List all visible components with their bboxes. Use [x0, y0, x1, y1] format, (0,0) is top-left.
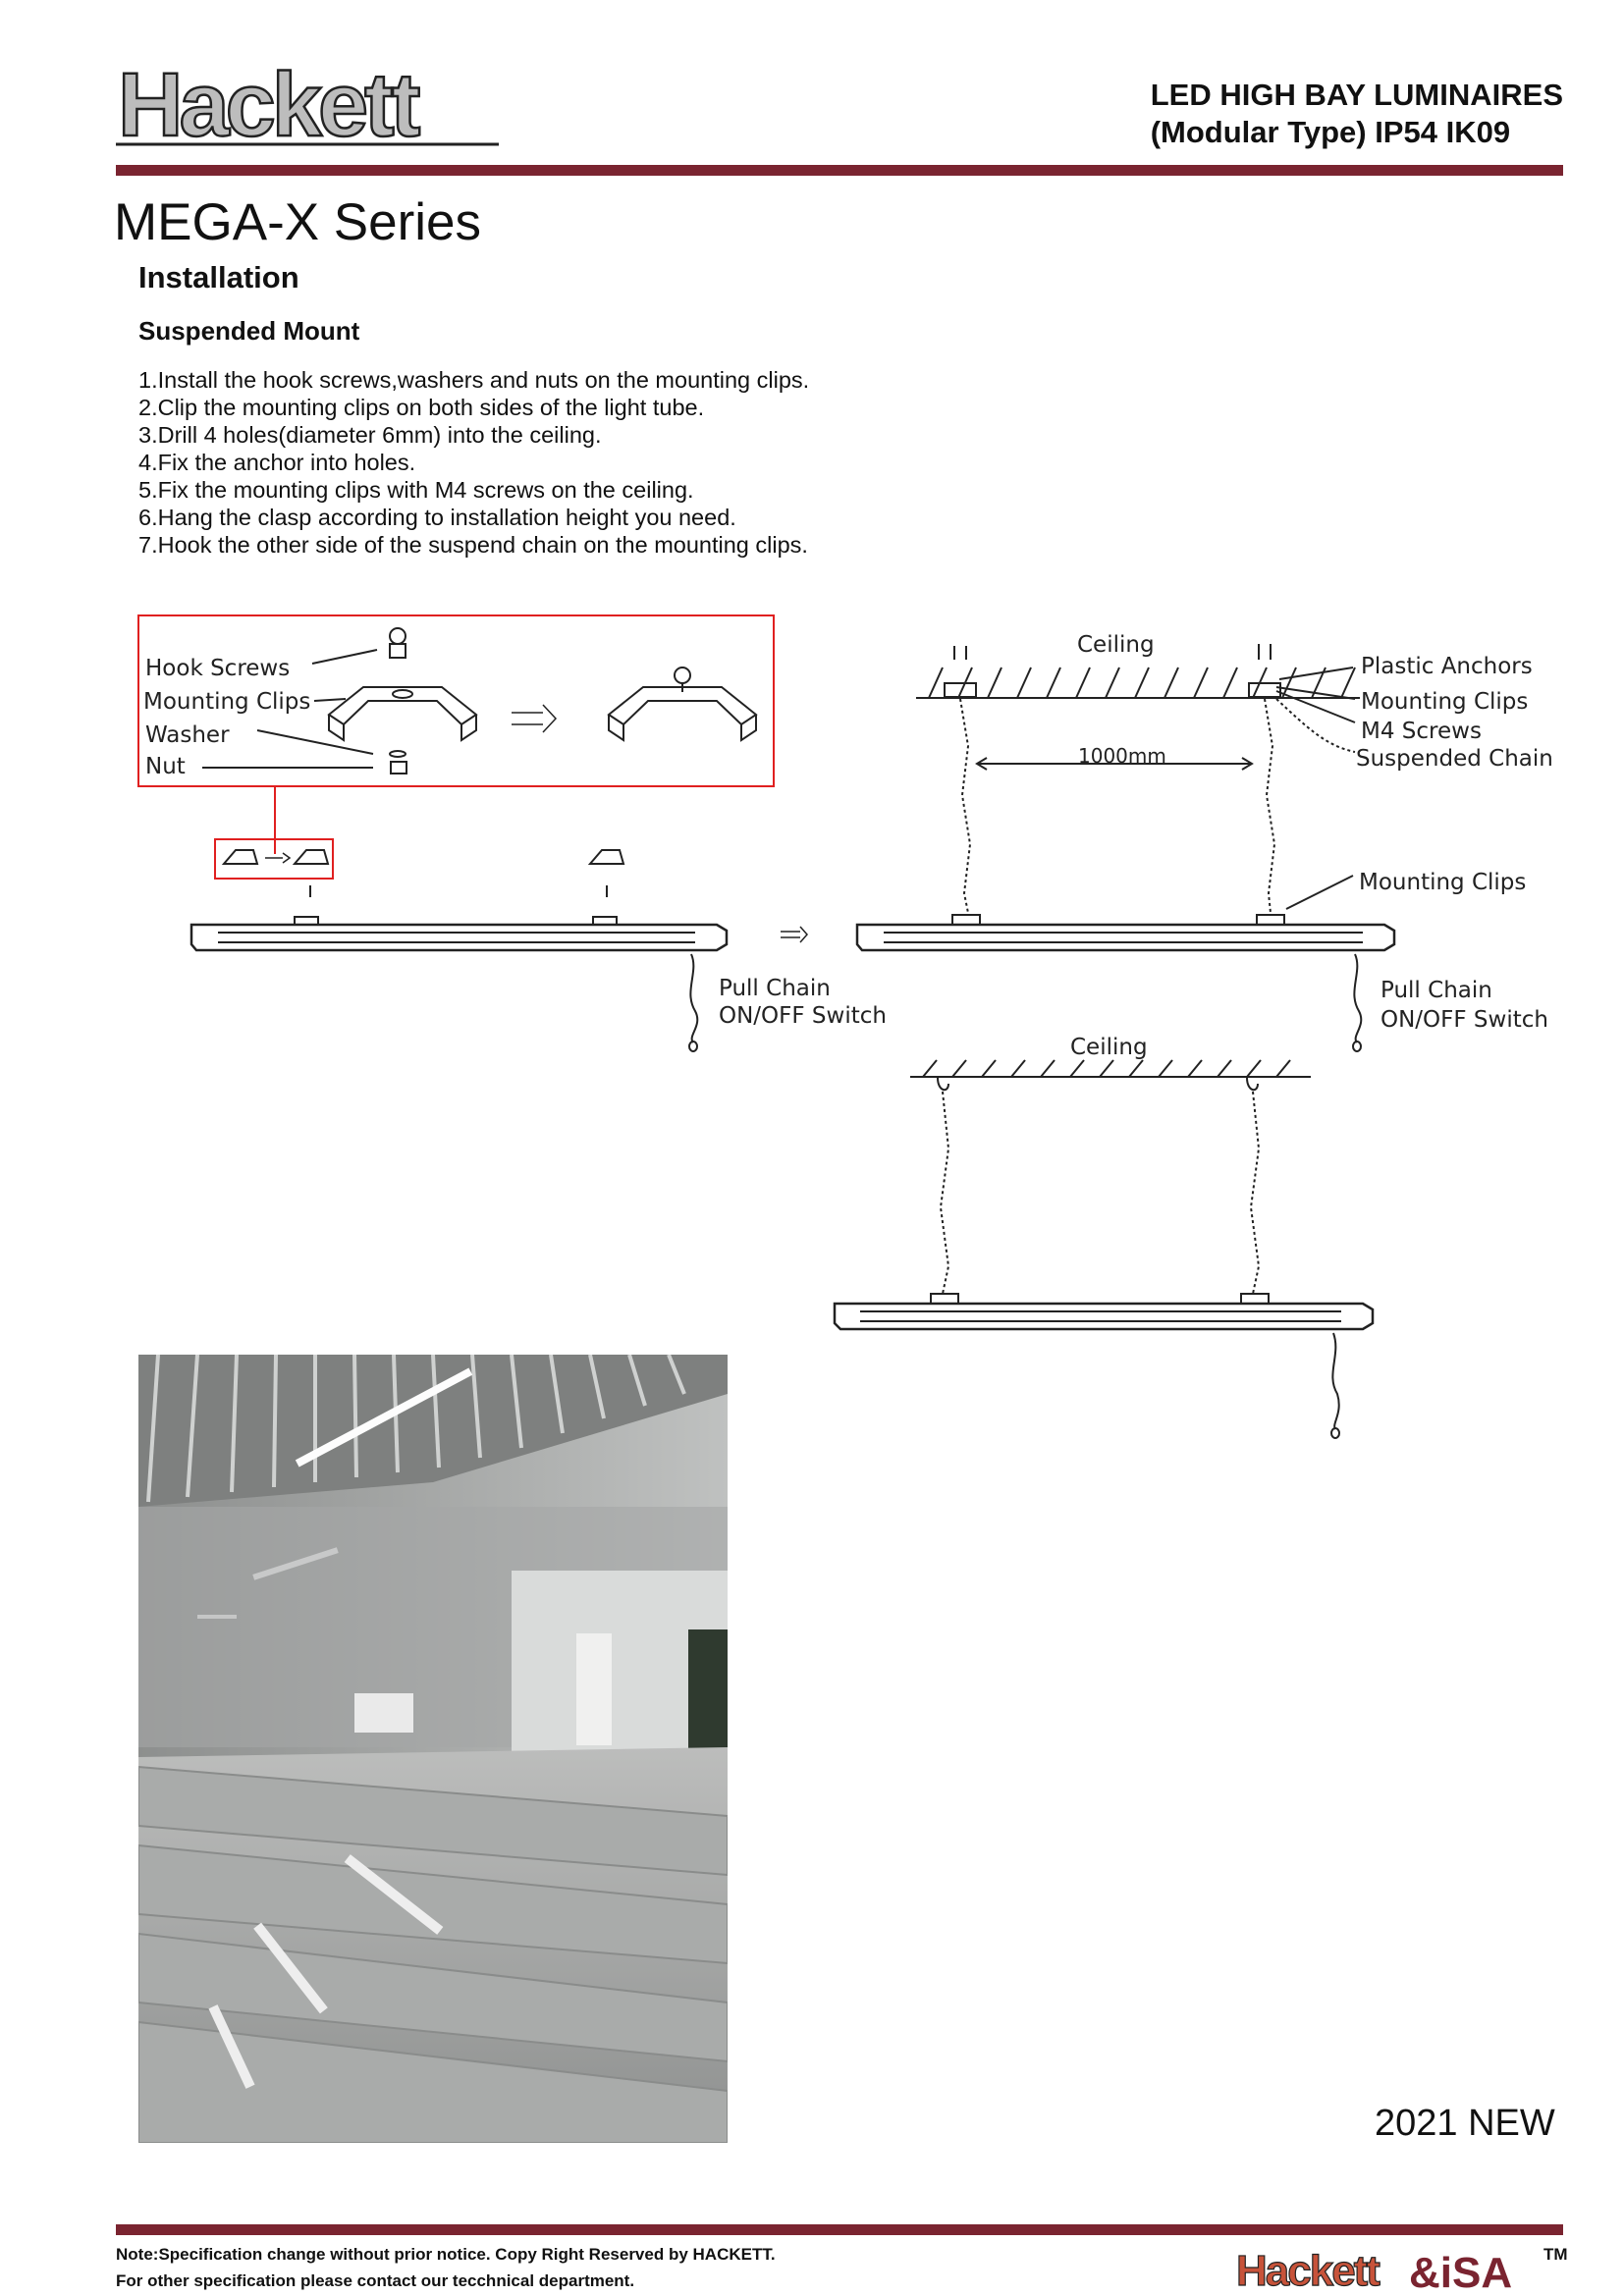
footer-hackett-isa-logo	[1234, 2248, 1529, 2293]
footer-note-line-2: For other specification please contact our tecchnical department.	[116, 2271, 635, 2290]
label-pull-chain-2: Pull Chain	[1380, 978, 1492, 1003]
footer-note	[116, 2241, 776, 2294]
label-mounting-clips: Mounting Clips	[143, 689, 311, 715]
label-mounting-clips-2: Mounting Clips	[1361, 689, 1529, 715]
header-line-2: (Modular Type) IP54 IK09	[1150, 115, 1511, 149]
light-tube-3	[835, 1294, 1373, 1438]
step-item: 6.Hang the clasp according to installation height you need.	[138, 505, 736, 530]
ceiling-hatch-1	[929, 667, 1355, 698]
right-arrow-icon	[512, 705, 556, 732]
subsection-title: Suspended Mount	[138, 316, 360, 346]
footer-note-line-1: Note:Specification change without prior notice. Copy Right Reserved by HACKETT.	[116, 2245, 776, 2264]
step-item: 4.Fix the anchor into holes.	[138, 450, 416, 475]
hook-screw-icon	[390, 628, 406, 658]
label-plastic-anchors: Plastic Anchors	[1361, 654, 1533, 679]
svg-text:Hackett: Hackett	[1236, 2248, 1379, 2293]
label-m4-screws: M4 Screws	[1361, 719, 1482, 744]
step-item: 5.Fix the mounting clips with M4 screws on the ceiling.	[138, 477, 694, 503]
mounting-clip-icon	[329, 687, 476, 740]
label-hook-screws: Hook Screws	[145, 656, 291, 681]
label-ceiling-2: Ceiling	[1070, 1035, 1148, 1060]
label-mounting-clips-3: Mounting Clips	[1359, 870, 1527, 895]
header-line-1: LED HIGH BAY LUMINAIRES	[1150, 78, 1563, 112]
right-arrow-icon	[265, 853, 290, 863]
installation-photo	[138, 1355, 728, 2143]
nut-icon	[391, 762, 406, 774]
right-arrow-icon	[781, 927, 807, 942]
washer-icon	[390, 751, 406, 757]
label-ceiling-1: Ceiling	[1077, 632, 1155, 658]
assembled-clip-icon	[609, 667, 756, 740]
label-nut: Nut	[145, 754, 186, 779]
svg-text:Hackett: Hackett	[118, 57, 417, 151]
trademark-symbol: TM	[1543, 2245, 1568, 2264]
step-item: 7.Hook the other side of the suspend chain on the mounting clips.	[138, 532, 808, 558]
label-onoff-switch-1: ON/OFF Switch	[719, 1003, 887, 1029]
footer-divider	[116, 2224, 1563, 2235]
step-item: 3.Drill 4 holes(diameter 6mm) into the ceiling.	[138, 422, 602, 448]
step-item: 1.Install the hook screws,washers and nuts on the mounting clips.	[138, 367, 810, 393]
series-title: MEGA-X Series	[114, 193, 482, 251]
ceiling-hatch-2	[923, 1060, 1290, 1077]
year-badge: 2021 NEW	[1375, 2103, 1555, 2144]
label-onoff-switch-2: ON/OFF Switch	[1380, 1007, 1548, 1033]
step-item: 2.Clip the mounting clips on both sides of the light tube.	[138, 395, 705, 420]
label-distance-1000mm: 1000mm	[1078, 744, 1166, 768]
label-washer: Washer	[145, 722, 230, 748]
light-tube-1	[191, 917, 727, 1051]
section-title: Installation	[138, 260, 299, 294]
label-suspended-chain: Suspended Chain	[1356, 746, 1553, 772]
label-pull-chain-1: Pull Chain	[719, 976, 831, 1001]
light-tube-2	[857, 915, 1394, 1051]
svg-text:&iSA: &iSA	[1409, 2249, 1513, 2293]
